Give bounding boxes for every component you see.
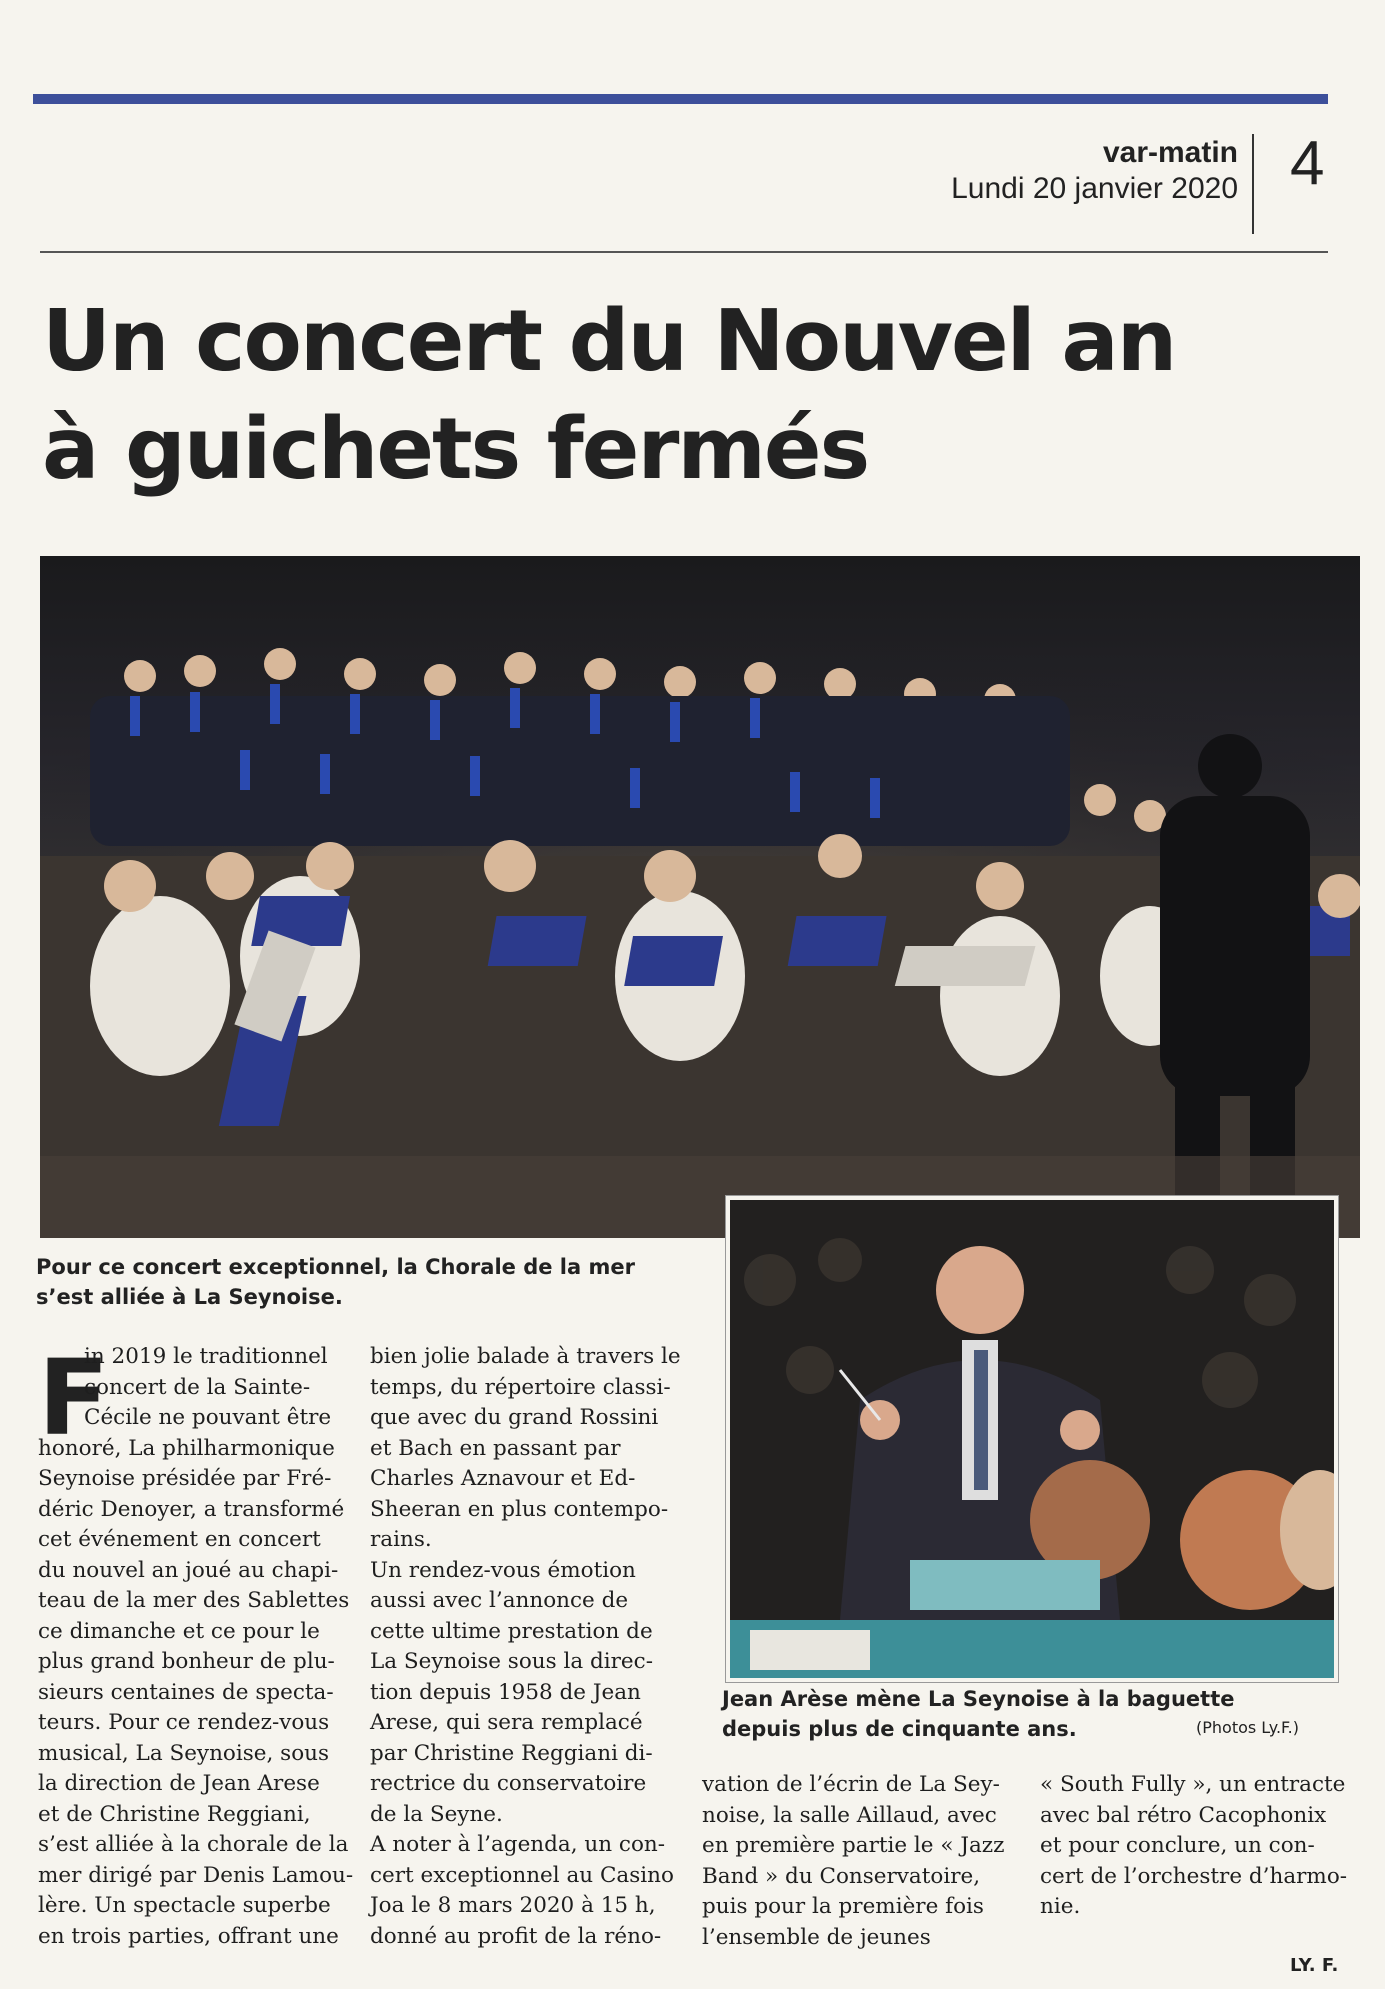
masthead-date: Lundi 20 janvier 2020: [951, 172, 1238, 205]
headline-line-1: Un concert du Nouvel an: [42, 292, 1176, 391]
author-signature: LY. F.: [1290, 1955, 1339, 1976]
text-line: « South Fully », un entracte: [1040, 1772, 1346, 1797]
text-line: Cécile ne pouvant être: [84, 1405, 332, 1430]
top-color-rule: [33, 94, 1328, 104]
text-line: avec bal rétro Cacophonix: [1040, 1802, 1327, 1828]
text-line: puis pour la première fois: [702, 1894, 984, 1919]
text-line: tion depuis 1958 de Jean: [370, 1679, 641, 1705]
text-line: et de Christine Reggiani,: [38, 1801, 311, 1827]
text-line: s’est alliée à la chorale de la: [38, 1832, 349, 1857]
text-line: donné au profit de la réno-: [370, 1923, 662, 1949]
text-line: noise, la salle Aillaud, avec: [702, 1802, 997, 1828]
text-line: cert exceptionnel au Casino: [370, 1862, 674, 1888]
text-line: Arese, qui sera remplacé: [370, 1710, 643, 1735]
inset-photo-illustration: [730, 1200, 1334, 1678]
article-column-4: [1040, 1770, 1348, 1923]
text-line: honoré, La philharmonique: [38, 1435, 335, 1461]
text-line: teau de la mer des Sablettes: [38, 1588, 350, 1613]
text-line: du nouvel an joué au chapi-: [38, 1557, 339, 1583]
text-line: concert de la Sainte-: [84, 1374, 311, 1400]
photo-credit: (Photos Ly.F.): [1196, 1718, 1299, 1737]
text-line: l’ensemble de jeunes: [702, 1924, 931, 1950]
main-caption-line-2: s’est alliée à La Seynoise.: [36, 1285, 343, 1309]
text-line: musical, La Seynoise, sous: [38, 1740, 330, 1766]
text-line: Band » du Conservatoire,: [702, 1863, 981, 1889]
text-line: que avec du grand Rossini: [370, 1405, 659, 1430]
text-line: in 2019 le traditionnel: [84, 1344, 328, 1369]
text-line: sieurs centaines de specta-: [38, 1679, 334, 1705]
text-line: teurs. Pour ce rendez-vous: [38, 1710, 330, 1735]
masthead-brand: var-matin: [1102, 136, 1238, 169]
article-dropcap: F: [38, 1337, 110, 1459]
text-line: la direction de Jean Arese: [38, 1771, 320, 1796]
article-column-3: [702, 1770, 1014, 1953]
text-line: plus grand bonheur de plu-: [38, 1649, 335, 1674]
inset-caption-line-2: depuis plus de cinquante ans.: [722, 1717, 1077, 1741]
text-line: cert de l’orchestre d’harmo-: [1040, 1863, 1348, 1889]
text-line: et pour conclure, un con-: [1040, 1833, 1315, 1858]
text-line: rains.: [370, 1527, 432, 1552]
article-column-2: [370, 1342, 682, 1952]
text-line: Joa le 8 mars 2020 à 15 h,: [370, 1893, 656, 1918]
text-line: bien jolie balade à travers le: [370, 1344, 681, 1369]
text-line: rectrice du conservatoire: [370, 1771, 647, 1796]
main-photo-caption: [36, 1252, 716, 1312]
page-number: 4: [1290, 129, 1325, 198]
text-line: La Seynoise sous la direc-: [370, 1649, 653, 1674]
header-rule: [40, 251, 1328, 253]
text-line: Sheeran en plus contempo-: [370, 1496, 669, 1522]
main-photo-choir-orchestra: [40, 556, 1360, 1238]
text-line: par Christine Reggiani di-: [370, 1740, 653, 1766]
inset-photo-conductor: [726, 1196, 1338, 1682]
text-line: en première partie le « Jazz: [702, 1833, 1005, 1858]
text-line: et Bach en passant par: [370, 1435, 621, 1461]
text-line: aussi avec l’annonce de: [370, 1588, 629, 1613]
inset-caption-line-1: Jean Arèse mène La Seynoise à la baguette: [722, 1687, 1235, 1711]
article-headline: [42, 288, 1302, 504]
text-line: de la Seyne.: [370, 1801, 503, 1827]
headline-line-2: à guichets fermés: [42, 400, 869, 499]
text-line: vation de l’écrin de La Sey-: [702, 1772, 1000, 1797]
main-caption-line-1: Pour ce concert exceptionnel, la Chorale de la mer: [36, 1255, 635, 1279]
text-line: ce dimanche et ce pour le: [38, 1618, 320, 1644]
text-line: déric Denoyer, a transformé: [38, 1496, 345, 1522]
text-line: A noter à l’agenda, un con-: [370, 1832, 666, 1857]
text-line: lère. Un spectacle superbe: [38, 1893, 331, 1918]
text-line: en trois parties, offrant une: [38, 1923, 339, 1949]
text-line: Seynoise présidée par Fré-: [38, 1466, 332, 1491]
text-line: nie.: [1040, 1894, 1081, 1919]
text-line: temps, du répertoire classi-: [370, 1374, 671, 1400]
text-line: cette ultime prestation de: [370, 1618, 653, 1644]
text-line: mer dirigé par Denis Lamou-: [38, 1862, 354, 1888]
article-column-1: [38, 1337, 354, 1952]
masthead-divider: [1252, 134, 1254, 234]
main-photo-illustration: [40, 556, 1360, 1238]
text-line: Charles Aznavour et Ed-: [370, 1466, 636, 1491]
text-line: cet événement en concert: [38, 1527, 321, 1552]
text-line: Un rendez-vous émotion: [370, 1557, 636, 1583]
